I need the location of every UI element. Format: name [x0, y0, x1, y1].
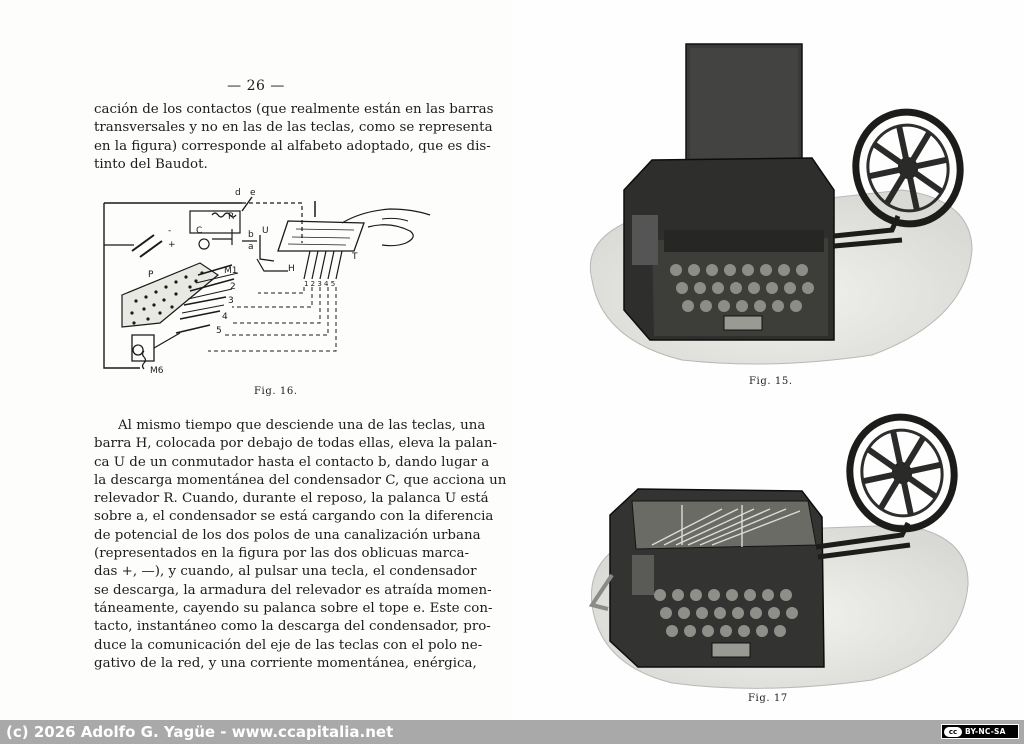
text-line: de potencial de los dos polos de una canalización urbana	[94, 527, 481, 543]
text-line: se descarga, la armadura del relevador es atraída momen-	[94, 582, 492, 598]
label-P: P	[148, 270, 154, 280]
page-number: — 26 —	[227, 78, 285, 94]
label-key-numbers: 1 2 3 4 5	[304, 280, 336, 288]
license-terms: BY-NC-SA	[965, 727, 1006, 736]
text-line: tacto, instantáneo como la descarga del condensador, pro-	[94, 619, 491, 635]
figure-15-photo	[572, 40, 992, 370]
text-line: barra H, colocada por debajo de todas ellas, eleva la palan-	[94, 436, 497, 452]
label-H: H	[288, 264, 295, 274]
text-line: relevador R. Cuando, durante el reposo, la palanca U está	[94, 491, 489, 507]
label-U: U	[262, 226, 269, 236]
label-T: T	[352, 252, 358, 262]
cc-license-badge[interactable]	[941, 724, 1019, 739]
label-plus: +	[168, 240, 176, 250]
label-5: 5	[216, 326, 222, 336]
figure-17-caption: Fig. 17	[748, 693, 788, 704]
cc-license-icon: cc	[944, 727, 962, 737]
label-a: a	[248, 242, 254, 252]
label-M1: M1	[224, 266, 238, 276]
left-page	[0, 0, 512, 720]
paragraph-2	[94, 417, 507, 673]
text-line: (representados en la figura por las dos oblicuas marca-	[94, 546, 470, 562]
label-e: e	[250, 188, 256, 198]
label-2: 2	[230, 282, 236, 292]
text-line: tinto del Baudot.	[94, 156, 208, 172]
footer-bar	[0, 720, 1024, 744]
text-line: gativo de la red, y una corriente momentánea, enérgica,	[94, 655, 477, 671]
text-line: sobre a, el condensador se está cargando con la diferencia	[94, 509, 494, 525]
text-line: Al mismo tiempo que desciende una de las teclas, una	[118, 418, 486, 433]
text-line: transversales y no en las de las teclas, como se representa	[94, 120, 493, 136]
figure-17-photo	[572, 405, 992, 690]
text-line: cación de los contactos (que realmente están en las barras	[94, 102, 494, 117]
figure-15-caption: Fig. 15.	[749, 376, 793, 387]
label-M6: M6	[150, 366, 164, 376]
label-C: C	[196, 226, 203, 236]
label-3: 3	[228, 296, 234, 306]
figure-16-caption: Fig. 16.	[254, 386, 298, 397]
paragraph-1	[94, 101, 494, 174]
figure-16-diagram	[92, 183, 442, 378]
text-line: en la figura) corresponde al alfabeto adoptado, que es dis-	[94, 138, 491, 154]
text-line: ca U de un conmutador hasta el contacto b, dando lugar a	[94, 454, 490, 470]
label-b: b	[248, 230, 254, 240]
text-line: duce la comunicación del eje de las teclas con el polo ne-	[94, 637, 483, 653]
label-minus: -	[168, 226, 172, 236]
text-line: táneamente, cayendo su palanca sobre el tope e. Este con-	[94, 600, 493, 616]
label-R: R	[228, 212, 235, 222]
label-4: 4	[222, 312, 228, 322]
text-line: la descarga momentánea del condensador C, que acciona un	[94, 472, 507, 488]
text-line: das +, —), y cuando, al pulsar una tecla, el condensador	[94, 564, 477, 580]
label-d: d	[235, 188, 241, 198]
copyright-credit: (c) 2026 Adolfo G. Yagüe - www.ccapitalia.net	[6, 723, 394, 741]
